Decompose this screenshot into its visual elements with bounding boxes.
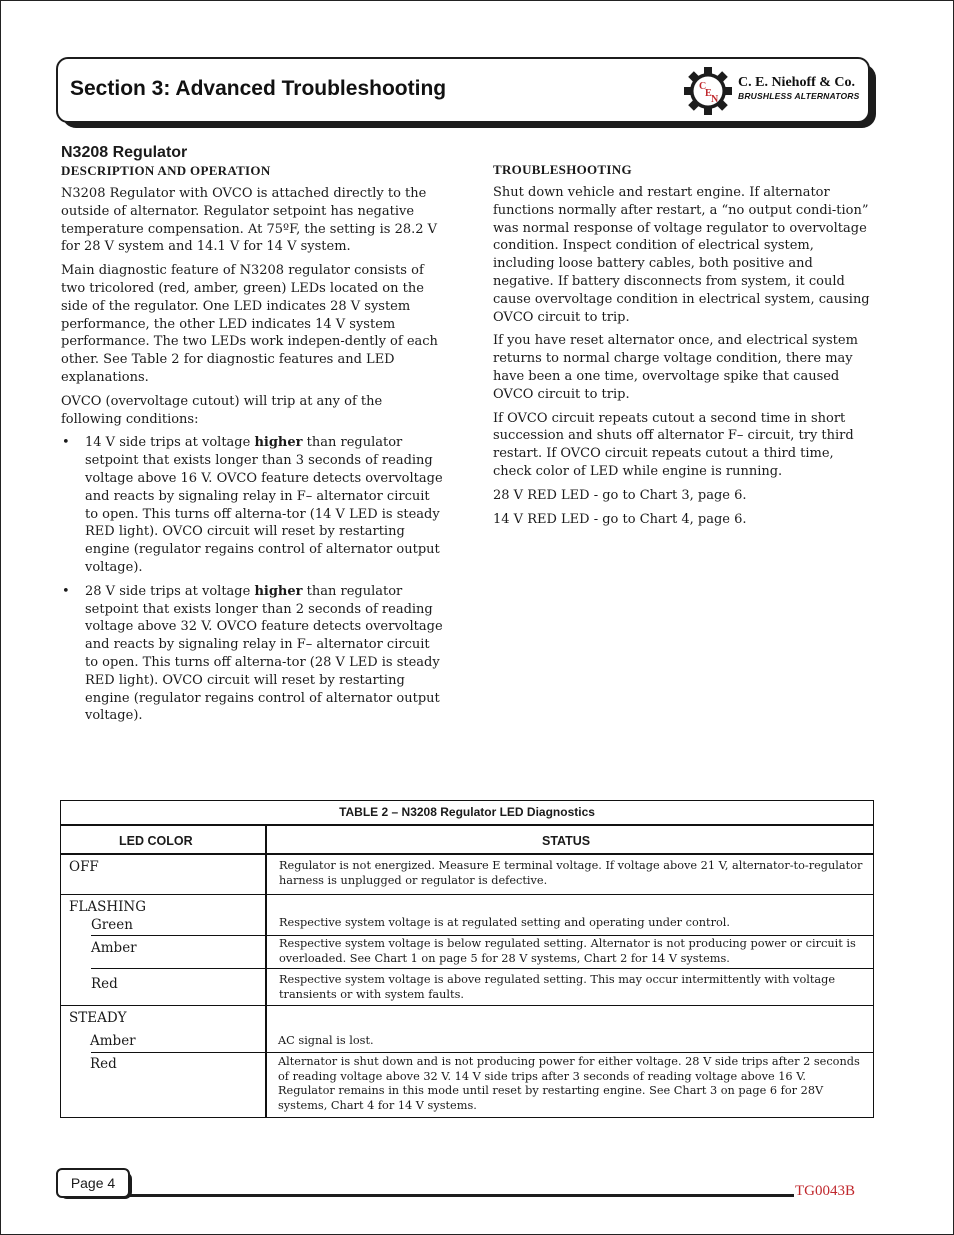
description-paragraph-3: OVCO (overvoltage cutout) will trip at any of the following conditions: xyxy=(61,393,383,427)
table-subrow-divider xyxy=(91,935,873,936)
bullet-dot: • xyxy=(62,583,70,599)
bullet-28v-text-pre: 28 V side trips at voltage xyxy=(85,583,255,599)
ovco-bullet-14v xyxy=(61,434,443,576)
troubleshooting-28v-instruction: 28 V RED LED - go to Chart 3, page 6. xyxy=(493,487,747,503)
troubleshooting-14v-instruction: 14 V RED LED - go to Chart 4, page 6. xyxy=(493,511,747,527)
company-gear-logo-icon xyxy=(684,67,732,115)
regulator-subtitle: N3208 Regulator xyxy=(61,144,188,161)
troubleshooting-heading: TROUBLESHOOTING xyxy=(493,162,632,177)
right-column xyxy=(493,162,875,534)
bullet-dot: • xyxy=(62,435,70,451)
led-color-header: LED COLOR xyxy=(119,834,193,848)
led-off-label: OFF xyxy=(69,859,99,875)
led-diagnostics-table xyxy=(60,800,874,1118)
troubleshooting-paragraph-3: If OVCO circuit repeats cutout a second time in short succession and shuts off alternator F– circuit, try third restart. If OVCO circuit repeats cutout a third time, check color of LED while engine is running. xyxy=(493,410,854,479)
bullet-14v-emphasis: higher xyxy=(254,435,303,451)
led-flashing-green-label: Green xyxy=(91,917,133,933)
ovco-bullet-28v xyxy=(61,583,443,725)
table-title: TABLE 2 – N3208 Regulator LED Diagnostics xyxy=(61,801,873,826)
led-flashing-amber-label: Amber xyxy=(91,940,137,956)
table-header-divider xyxy=(61,853,873,855)
led-flashing-label: FLASHING xyxy=(69,899,147,915)
section-header xyxy=(56,57,870,123)
table-row-divider xyxy=(61,894,873,895)
led-flashing-amber-status: Respective system voltage is below regulated setting. Alternator is not producing power or circuit is overloaded. See Chart 1 on page 5 for 28 V systems, Chart 2 for 14 V systems. xyxy=(279,937,856,965)
description-paragraph-1: N3208 Regulator with OVCO is attached directly to the outside of alternator. Regulator setpoint has negative temperature compensation. At 75ºF, the setting is 28.2 V for 28 V system and 14.1 V for 14 V system. xyxy=(61,186,438,255)
left-column xyxy=(61,143,443,731)
troubleshooting-paragraph-2: If you have reset alternator once, and electrical system returns to normal charge voltage condition, there may have been a one time, overvoltage spike that caused OVCO circuit to trip. xyxy=(493,333,858,402)
logo-letter-c: C xyxy=(699,81,707,92)
led-flashing-red-status: Respective system voltage is above regulated setting. This may occur intermittently with voltage transients or with system faults. xyxy=(279,973,836,1001)
description-heading: DESCRIPTION AND OPERATION xyxy=(61,163,271,178)
table-column-divider xyxy=(265,826,267,1118)
description-paragraph-2: Main diagnostic feature of N3208 regulator consists of two tricolored (red, amber, green) LEDs located on the side of the regulator. One LED indicates 28 V system performance, the other LED indicates 14 V system performance. The two LEDs work indepen-dently of each other. See Table 2 for diagnostic features and LED explanations. xyxy=(61,263,438,385)
company-name: C. E. Niehoff & Co. xyxy=(738,75,856,90)
logo-letter-e: E xyxy=(705,88,712,99)
bullet-28v-text-post: than regulator setpoint that exists longer than 2 seconds of reading voltage above 32 V. OVCO feature detects overvoltage and reacts by signaling relay in F– alternator circuit to open. This turns off alterna-tor (28 V LED is steady RED light). OVCO circuit will reset by restarting engine (regulator regains control of alternator output voltage). xyxy=(85,583,443,724)
led-flashing-green-status: Respective system voltage is at regulated setting and operating under control. xyxy=(279,916,731,929)
led-steady-amber-label: Amber xyxy=(90,1033,136,1049)
document-id: TG0043B xyxy=(795,1183,855,1199)
led-off-status: Regulator is not energized. Measure E terminal voltage. If voltage above 21 V, alternator-to-regulator harness is unplugged or regulator is defective. xyxy=(279,859,863,887)
led-steady-amber-status: AC signal is lost. xyxy=(278,1034,374,1047)
table-subrow-divider xyxy=(91,968,873,969)
status-header: STATUS xyxy=(542,834,591,848)
logo-letter-n: N xyxy=(711,94,719,105)
footer-rule xyxy=(130,1194,794,1197)
led-steady-label: STEADY xyxy=(69,1010,127,1026)
bullet-14v-text-post: than regulator setpoint that exists longer than 3 seconds of reading voltage above 16 V. OVCO feature detects overvoltage and reacts by signaling relay in F– alternator circuit to open. This turns off alterna-tor (14 V LED is steady RED light). OVCO circuit will reset by restarting engine (regulator regains control of alternator output voltage). xyxy=(85,435,443,575)
led-steady-red-status: Alternator is shut down and is not producing power for either voltage. 28 V side trips after 2 seconds of reading voltage above 32 V. 14 V side trips after 3 seconds of reading voltage above 16 V. Regulator remains in this mode until reset by restarting engine. See Chart 3 on page 6 for 28V systems, Chart 4 for 14 V systems. xyxy=(278,1055,860,1112)
company-tagline: BRUSHLESS ALTERNATORS xyxy=(738,91,860,101)
bullet-28v-emphasis: higher xyxy=(254,583,303,599)
page-number-label: Page 4 xyxy=(56,1168,130,1198)
troubleshooting-paragraph-1: Shut down vehicle and restart engine. If alternator functions normally after restart, a “no output condi-tion” was normal response of voltage regulator to overvoltage condition. Inspect condition of electrical system, including loose battery cables, both positive and negative. If battery disconnects from system, it could cause overvoltage condition in electrical system, causing OVCO circuit to trip. xyxy=(493,185,870,325)
section-title: Section 3: Advanced Troubleshooting xyxy=(70,77,447,100)
led-flashing-red-label: Red xyxy=(91,976,118,992)
table-row-divider xyxy=(61,1005,873,1006)
bullet-14v-text-pre: 14 V side trips at voltage xyxy=(85,435,255,451)
led-steady-red-label: Red xyxy=(90,1056,117,1072)
table-subrow-divider xyxy=(91,1052,873,1053)
